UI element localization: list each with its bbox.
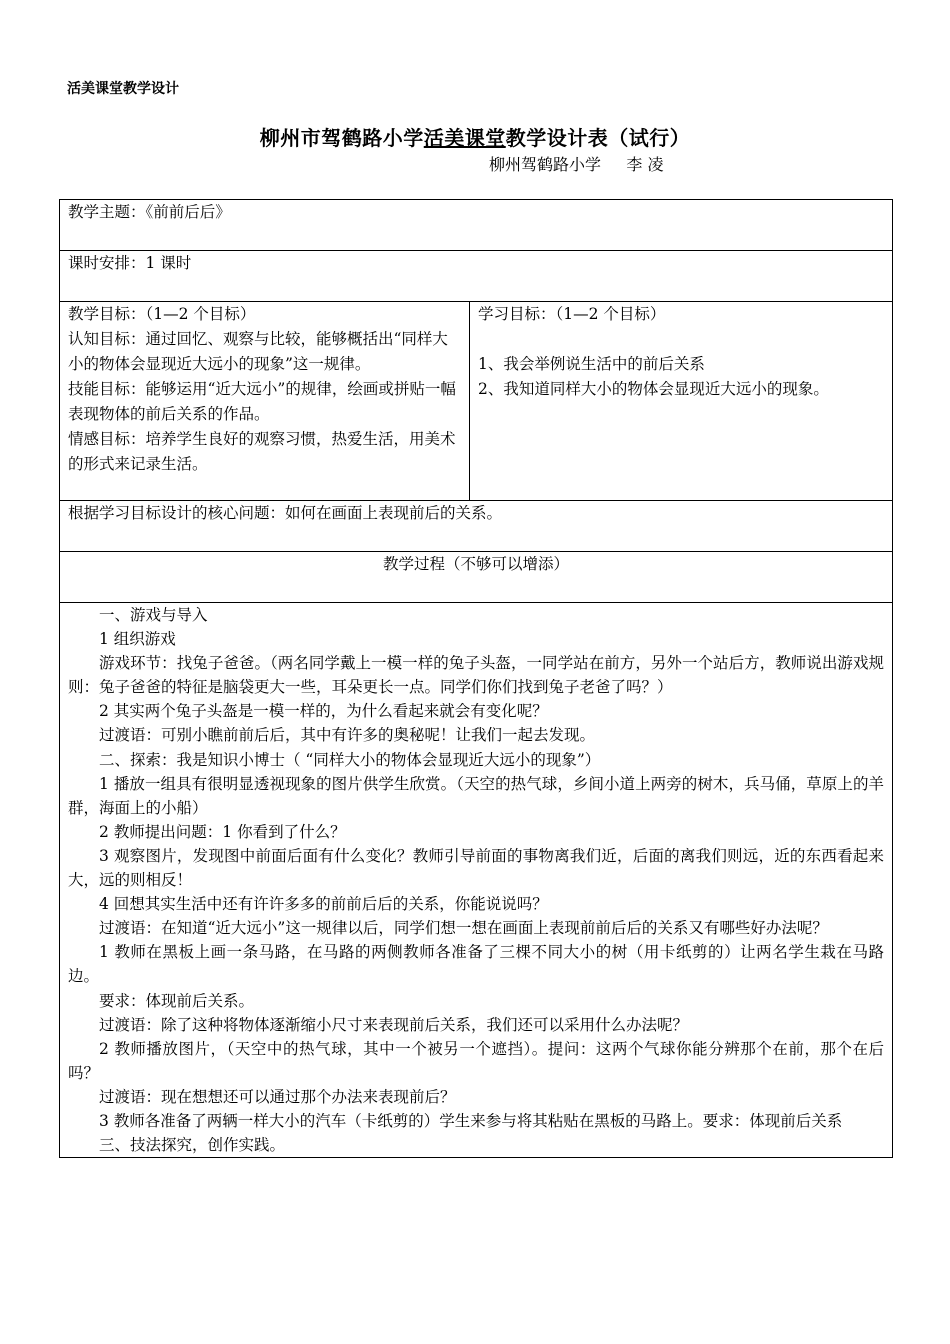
- time-cell: 课时安排：1 课时: [60, 251, 893, 302]
- learning-goal-1: 1、我会举例说生活中的前后关系: [478, 355, 705, 373]
- process-title-cell: 教学过程（不够可以增添）: [60, 552, 893, 603]
- title-prefix: 柳州市驾鹤路小学: [259, 126, 424, 150]
- process-paragraph: 二、探索：我是知识小博士（ “同样大小的物体会显现近大远小的现象”）: [99, 750, 601, 769]
- process-paragraph: 过渡语：在知道“近大远小”这一规律以后，同学们想一想在画面上表现前前后后的关系又有哪些好办法呢？: [99, 919, 828, 938]
- process-paragraph: 过渡语：除了这种将物体逐渐缩小尺寸来表现前后关系，我们还可以采用什么办法呢？: [99, 1015, 689, 1034]
- teaching-goals-cell: [60, 302, 470, 501]
- core-question-cell: 根据学习目标设计的核心问题：如何在画面上表现前后的关系。: [60, 501, 893, 552]
- title-suffix: 教学设计表（试行）: [505, 126, 691, 150]
- title-underlined: 活美课堂: [423, 126, 506, 150]
- process-paragraph: 2 教师播放图片，（天空中的热气球，其中一个被另一个遮挡）。提问：这两个气球你能分辨那个在前，那个在后吗？: [68, 1039, 885, 1082]
- process-paragraph: 3 教师各准备了两辆一样大小的汽车（卡纸剪的）学生来参与将其粘贴在黑板的马路上。要求：体现前后关系: [99, 1111, 843, 1130]
- author-line: 柳州驾鹤路小学 李 凌: [489, 155, 664, 174]
- document-header-label: 活美课堂教学设计: [67, 81, 179, 97]
- process-paragraph: 2 教师提出问题：1 你看到了什么？: [99, 822, 346, 841]
- process-cell: [60, 603, 893, 1158]
- process-paragraph: 游戏环节：找兔子爸爸。（两名同学戴上一模一样的兔子头盔，一同学站在前方，另外一个站后方，教师说出游戏规则：兔子爸爸的特征是脑袋更大一些，耳朵更长一点。同学们你们找到兔子老爸了吗？）: [68, 654, 885, 697]
- process-paragraph: 1 播放一组具有很明显透视现象的图片供学生欣赏。（天空的热气球，乡间小道上两旁的树木，兵马俑，草原上的羊群，海面上的小船）: [68, 774, 885, 817]
- skill-goal: 技能目标：能够运用“近大远小”的规律，绘画或拼贴一幅表现物体的前后关系的作品。: [68, 380, 456, 423]
- learning-goals-cell: [470, 302, 893, 501]
- process-paragraph: 2 其实两个兔子头盔是一模一样的，为什么看起来就会有变化呢？: [99, 702, 548, 721]
- learning-goal-2: 2、我知道同样大小的物体会显现近大远小的现象。: [478, 380, 829, 398]
- process-paragraph: 三、技法探究，创作实践。: [99, 1136, 286, 1155]
- process-paragraph: 1 教师在黑板上画一条马路，在马路的两侧教师各准备了三棵不同大小的树（用卡纸剪的）让两名学生栽在马路边。: [68, 943, 885, 986]
- process-paragraph: 4 回想其实生活中还有许许多多的前前后后的关系，你能说说吗？: [99, 895, 548, 914]
- process-paragraph: 3 观察图片，发现图中前面后面有什么变化？教师引导前面的事物离我们近，后面的离我们则远，近的东西看起来大，远的则相反！: [68, 846, 885, 890]
- process-paragraph: 1 组织游戏: [99, 630, 176, 649]
- process-paragraph: 一、游戏与导入: [99, 606, 208, 624]
- topic-cell: 教学主题：《前前后后》: [60, 200, 893, 251]
- lesson-design-table: [59, 199, 893, 1158]
- cognitive-goal: 认知目标：通过回忆、观察与比较，能够概括出“同样大小的物体会显现近大远小的现象”这一规律。: [68, 330, 448, 373]
- emotion-goal: 情感目标：培养学生良好的观察习惯，热爱生活，用美术的形式来记录生活。: [68, 430, 456, 473]
- process-paragraph: 要求：体现前后关系。: [99, 991, 255, 1010]
- page-title: [0, 122, 950, 151]
- process-paragraph: 过渡语：现在想想还可以通过那个办法来表现前后？: [99, 1087, 456, 1106]
- process-paragraph: 过渡语：可别小瞧前前后后，其中有许多的奥秘呢！让我们一起去发现。: [99, 726, 596, 745]
- learning-goals-heading: 学习目标：（1—2 个目标）: [478, 305, 666, 323]
- teaching-goals-heading: 教学目标：（1—2 个目标）: [68, 305, 256, 323]
